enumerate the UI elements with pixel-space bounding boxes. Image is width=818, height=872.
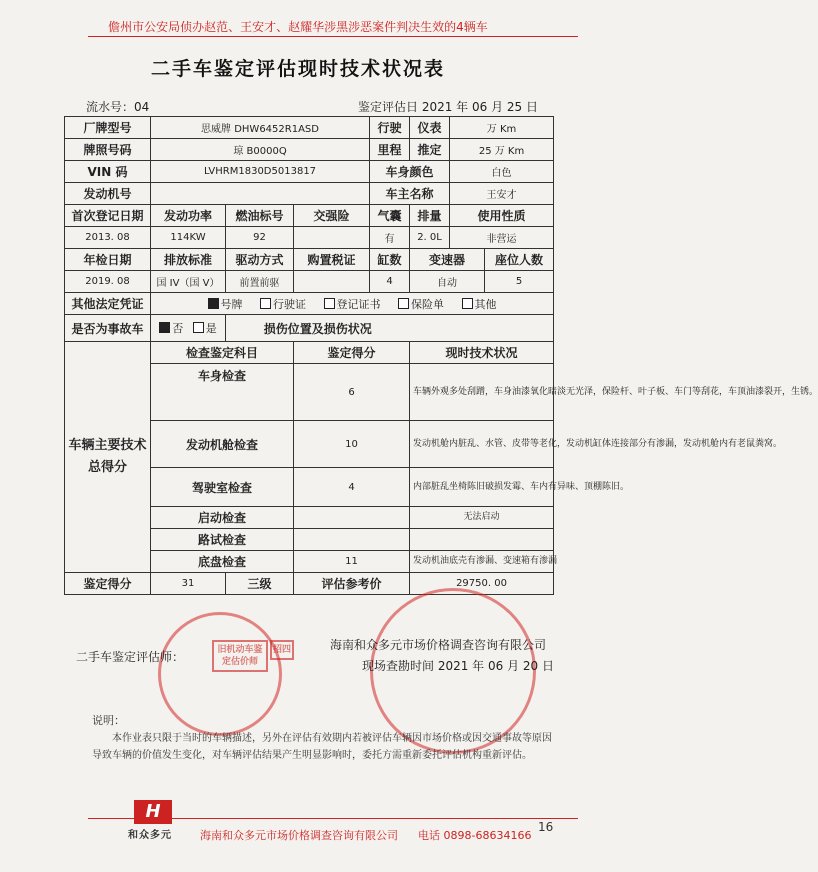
fuel-label: 燃油标号 [226, 205, 294, 227]
drive-value: 前置前驱 [226, 271, 294, 293]
banner-divider [88, 36, 578, 37]
insurance-value [294, 227, 370, 249]
accident-yes-option[interactable]: 是 [193, 322, 217, 335]
mileage-label: 行驶 [370, 117, 410, 139]
estimate-value: 25 万 Km [450, 139, 554, 161]
footer-phone: 电话 0898-68634166 [418, 829, 532, 842]
check-score-cabin: 4 [294, 468, 410, 507]
top-banner: 儋州市公安局侦办赵范、王安才、赵耀华涉黑涉恶案件判决生效的4辆车 [108, 20, 488, 34]
accident-label: 是否为事故车 [65, 315, 151, 342]
logo-text: 和众多元 [128, 830, 172, 841]
status-header: 现时技术状况 [410, 342, 554, 364]
damage-value [410, 315, 554, 342]
airbag-value: 有 [370, 227, 410, 249]
owner-value: 王安才 [450, 183, 554, 205]
survey-time: 现场查勘时间 2021 年 06 月 20 日 [362, 659, 554, 673]
check-item-cabin: 驾驶室检查 [151, 468, 294, 507]
evaluation-date: 鉴定评估日 2021 年 06 月 25 日 [358, 100, 538, 114]
final-score-label: 鉴定得分 [65, 573, 151, 595]
page-title: 二手车鉴定评估现时技术状况表 [150, 58, 445, 80]
footer-company: 海南和众多元市场价格调查咨询有限公司 [200, 829, 398, 842]
accident-no-option[interactable]: 否 [159, 322, 183, 335]
meter-label: 仪表 [410, 117, 450, 139]
check-status-start: 无法启动 [410, 507, 554, 529]
engine-no-value [151, 183, 370, 205]
engine-no-label: 发动机号 [65, 183, 151, 205]
estimate-label: 推定 [410, 139, 450, 161]
displacement-label: 排量 [410, 205, 450, 227]
check-status-cabin: 内部脏乱坐椅陈旧破损发霉、车内有异味、顶棚陈旧。 [410, 468, 554, 507]
doc-license-checkbox[interactable] [260, 298, 271, 309]
serial-number: 流水号：04 [86, 100, 150, 114]
vin-value: LVHRM1830D5013817 [151, 161, 370, 183]
other-docs-label: 其他法定凭证 [65, 293, 151, 315]
doc-other-checkbox[interactable] [462, 298, 473, 309]
doc-option-registration[interactable]: 登记证书 [324, 298, 381, 311]
brand-model-value: 思威牌 DHW6452R1ASD [151, 117, 370, 139]
plate-label: 牌照号码 [65, 139, 151, 161]
accident-no-checkbox[interactable] [159, 322, 170, 333]
doc-registration-checkbox[interactable] [324, 298, 335, 309]
check-status-engine: 发动机舱内脏乱、水管、皮带等老化，发动机缸体连接部分有渗漏，发动机舱内有老鼠粪窝。 [410, 421, 554, 468]
drive-label: 驱动方式 [226, 249, 294, 271]
displacement-value: 2. 0L [410, 227, 450, 249]
check-item-road: 路试检查 [151, 529, 294, 551]
tech-status-table [64, 116, 818, 595]
doc-option-license[interactable]: 行驶证 [260, 298, 306, 311]
check-score-chassis: 11 [294, 551, 410, 573]
reg-date-value: 2013. 08 [65, 227, 151, 249]
check-item-start: 启动检查 [151, 507, 294, 529]
reg-date-label: 首次登记日期 [65, 205, 151, 227]
purchase-tax-value [294, 271, 370, 293]
appraiser-stamp-side: 招四 [270, 640, 294, 660]
owner-label: 车主名称 [370, 183, 450, 205]
plate-value: 琼 B0000Q [151, 139, 370, 161]
appraiser-label: 二手车鉴定评估师： [76, 650, 185, 664]
gearbox-value: 自动 [410, 271, 485, 293]
note-body: 本作业表只限于当时的车辆描述，另外在评估有效期内若被评估车辆因市场价格或因交通事故等原因导致车辆的价值发生变化，对车辆评估结果产生明显影响时，委托方需重新委托评估机构重新评估。 [92, 733, 552, 761]
check-score-body: 6 [294, 364, 410, 421]
score-header: 鉴定得分 [294, 342, 410, 364]
company-logo: H [134, 800, 172, 824]
ref-price-label: 评估参考价 [294, 573, 410, 595]
check-item-body: 车身检查 [151, 364, 294, 421]
seats-label: 座位人数 [485, 249, 554, 271]
appraiser-stamp: 旧机动车鉴定估价师 [212, 640, 268, 672]
check-item-chassis: 底盘检查 [151, 551, 294, 573]
check-status-chassis: 发动机油底壳有渗漏、变速箱有渗漏 [410, 551, 554, 573]
meter-unit: 万 Km [450, 117, 554, 139]
accident-yes-checkbox[interactable] [193, 322, 204, 333]
check-status-road [410, 529, 554, 551]
check-item-engine: 发动机舱检查 [151, 421, 294, 468]
doc-insurance-checkbox[interactable] [398, 298, 409, 309]
doc-option-plate[interactable]: 号牌 [208, 298, 243, 311]
damage-label: 损伤位置及损伤状况 [226, 315, 410, 342]
insurance-label: 交强险 [294, 205, 370, 227]
inspect-date-label: 年检日期 [65, 249, 151, 271]
fuel-value: 92 [226, 227, 294, 249]
main-tech-label: 车辆主要技术总得分 [65, 342, 151, 573]
grade-value: 三级 [226, 573, 294, 595]
color-label: 车身颜色 [370, 161, 450, 183]
doc-option-insurance[interactable]: 保险单 [398, 298, 444, 311]
brand-model-label: 厂牌型号 [65, 117, 151, 139]
page-number: 16 [538, 820, 554, 834]
usage-value: 非营运 [450, 227, 554, 249]
airbag-label: 气囊 [370, 205, 410, 227]
company-seal-left [158, 612, 282, 736]
accident-options [151, 315, 226, 342]
power-label: 发动功率 [151, 205, 226, 227]
doc-option-other[interactable]: 其他 [462, 298, 497, 311]
ref-price-value: 29750. 00 [410, 573, 554, 595]
seats-value: 5 [485, 271, 554, 293]
color-value: 白色 [450, 161, 554, 183]
emission-value: 国 IV（国 V） [151, 271, 226, 293]
check-status-body: 车辆外观多处刮蹭，车身油漆氧化暗淡无光泽，保险杆、叶子板、车门等刮花，车顶油漆裂开，生锈。 [410, 364, 554, 421]
other-docs-options [151, 293, 554, 315]
check-score-engine: 10 [294, 421, 410, 468]
gearbox-label: 变速器 [410, 249, 485, 271]
power-value: 114KW [151, 227, 226, 249]
check-score-road [294, 529, 410, 551]
odometer-label: 里程 [370, 139, 410, 161]
cylinders-value: 4 [370, 271, 410, 293]
emission-label: 排放标准 [151, 249, 226, 271]
vin-label: VIN 码 [65, 161, 151, 183]
purchase-tax-label: 购置税证 [294, 249, 370, 271]
note-title: 说明： [92, 714, 125, 727]
doc-plate-checkbox[interactable] [208, 298, 219, 309]
inspect-date-value: 2019. 08 [65, 271, 151, 293]
company-name: 海南和众多元市场价格调查咨询有限公司 [330, 638, 547, 652]
usage-label: 使用性质 [450, 205, 554, 227]
check-item-header: 检查鉴定科目 [151, 342, 294, 364]
cylinders-label: 缸数 [370, 249, 410, 271]
check-score-start [294, 507, 410, 529]
final-score-value: 31 [151, 573, 226, 595]
